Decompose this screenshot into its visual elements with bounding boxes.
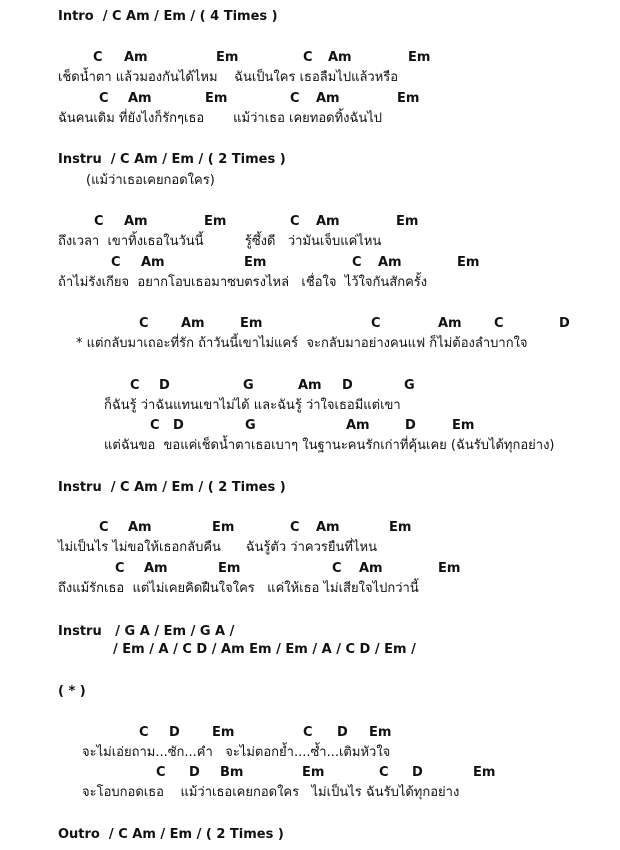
- chord: Am: [141, 255, 165, 270]
- outro-header: Outro / C Am / Em / ( 2 Times ): [58, 827, 284, 842]
- chord: Am: [316, 520, 340, 535]
- instru-header-2: Instru / C Am / Em / ( 2 Times ): [58, 480, 286, 495]
- chord: Em: [216, 50, 239, 65]
- instru-header-3-cont: / Em / A / C D / Am Em / Em / A / C D / Em /: [113, 642, 416, 657]
- chord: Em: [389, 520, 412, 535]
- chord: Am: [378, 255, 402, 270]
- chord: C: [130, 378, 140, 393]
- chord: C: [99, 520, 109, 535]
- chord: Am: [359, 561, 383, 576]
- chord: D: [169, 725, 180, 740]
- chord: Em: [396, 214, 419, 229]
- instru-note: (แม้ว่าเธอเคยกอดใคร): [86, 173, 215, 188]
- chord: Am: [144, 561, 168, 576]
- chord: C: [290, 214, 300, 229]
- chord: Am: [316, 214, 340, 229]
- instru-header-1: Instru / C Am / Em / ( 2 Times ): [58, 152, 286, 167]
- chord: G: [243, 378, 254, 393]
- chord: Em: [212, 725, 235, 740]
- chorus-repeat-marker: ( * ): [58, 684, 86, 699]
- chord: Am: [128, 91, 152, 106]
- chord: Em: [205, 91, 228, 106]
- chord: D: [412, 765, 423, 780]
- chord: C: [94, 214, 104, 229]
- chord: D: [159, 378, 170, 393]
- chord: Em: [369, 725, 392, 740]
- chord: Em: [457, 255, 480, 270]
- instru-header-3: Instru / G A / Em / G A /: [58, 624, 235, 639]
- chord: Em: [438, 561, 461, 576]
- chord: Bm: [220, 765, 244, 780]
- chord: D: [189, 765, 200, 780]
- chord: C: [303, 725, 313, 740]
- chord: C: [111, 255, 121, 270]
- chord: G: [404, 378, 415, 393]
- chord: Am: [128, 520, 152, 535]
- chord: Am: [298, 378, 322, 393]
- chord: Am: [124, 214, 148, 229]
- chord: C: [139, 316, 149, 331]
- lyric-line: จะโอบกอดเธอ แม้ว่าเธอเคยกอดใคร ไม่เป็นไร ฉันรับได้ทุกอย่าง: [82, 785, 460, 800]
- chord: C: [494, 316, 504, 331]
- chord: Em: [452, 418, 475, 433]
- lyric-line: ถ้าไม่รังเกียจ อยากโอบเธอมาซบตรงไหล่ เชื่อใจ ไว้ใจกันสักครั้ง: [58, 275, 428, 290]
- chord: G: [245, 418, 256, 433]
- chord: D: [173, 418, 184, 433]
- chord: C: [332, 561, 342, 576]
- chord: Am: [346, 418, 370, 433]
- chord: C: [139, 725, 149, 740]
- chord: Am: [438, 316, 462, 331]
- chord: C: [379, 765, 389, 780]
- chord: C: [303, 50, 313, 65]
- lyric-line: แต่ฉันขอ ขอแค่เช็ดน้ำตาเธอเบาๆ ในฐานะคนรักเก่าที่คุ้นเคย (ฉันรับได้ทุกอย่าง): [104, 438, 555, 453]
- chord: D: [342, 378, 353, 393]
- chord: Em: [302, 765, 325, 780]
- intro-header: Intro / C Am / Em / ( 4 Times ): [58, 9, 278, 24]
- lyric-line: ฉันคนเดิม ที่ยังไงก็รักๆเธอ แม้ว่าเธอ เคยทอดทิ้งฉันไป: [58, 111, 383, 126]
- chord: C: [115, 561, 125, 576]
- chord: D: [405, 418, 416, 433]
- chord: C: [352, 255, 362, 270]
- chord: C: [93, 50, 103, 65]
- chord: C: [371, 316, 381, 331]
- chord: Am: [124, 50, 148, 65]
- chord: D: [559, 316, 570, 331]
- lyric-line: ไม่เป็นไร ไม่ขอให้เธอกลับคืน ฉันรู้ตัว ว่าควรยืนที่ไหน: [58, 540, 377, 555]
- chord: Em: [204, 214, 227, 229]
- chord: C: [290, 91, 300, 106]
- chord: Em: [244, 255, 267, 270]
- chord: Am: [328, 50, 352, 65]
- chord: D: [337, 725, 348, 740]
- lyric-line: เช็ดน้ำตา แล้วมองกันได้ไหม ฉันเป็นใคร เธอลืมไปแล้วหรือ: [58, 70, 399, 85]
- chord: Em: [473, 765, 496, 780]
- lyric-line: จะไม่เอ่ยถาม...ซัก...คำ จะไม่ตอกย้ำ....ซ้ำ...เติมหัวใจ: [82, 745, 391, 760]
- lyric-line: ถึงแม้รักเธอ แต่ไม่เคยคิดฝืนใจใคร แค่ให้เธอ ไม่เสียใจไปกว่านี้: [58, 581, 419, 596]
- chord: C: [150, 418, 160, 433]
- lyric-line: ถึงเวลา เขาทิ้งเธอในวันนี้ รู้ซึ้งดี ว่ามันเจ็บแค่ไหน: [58, 234, 382, 249]
- chord: Em: [212, 520, 235, 535]
- chord: Em: [397, 91, 420, 106]
- lyric-line: * แต่กลับมาเถอะที่รัก ถ้าวันนี้เขาไม่แคร์ จะกลับมาอย่างคนแฟ ก็ไม่ต้องลำบากใจ: [76, 336, 528, 351]
- chord: Am: [316, 91, 340, 106]
- chord: C: [156, 765, 166, 780]
- lyric-line: ก็ฉันรู้ ว่าฉันแทนเขาไม่ได้ และฉันรู้ ว่าใจเธอมีแต่เขา: [104, 398, 401, 413]
- chord: C: [99, 91, 109, 106]
- chord: Am: [181, 316, 205, 331]
- chord: C: [290, 520, 300, 535]
- chord: Em: [408, 50, 431, 65]
- chord: Em: [240, 316, 263, 331]
- chord: Em: [218, 561, 241, 576]
